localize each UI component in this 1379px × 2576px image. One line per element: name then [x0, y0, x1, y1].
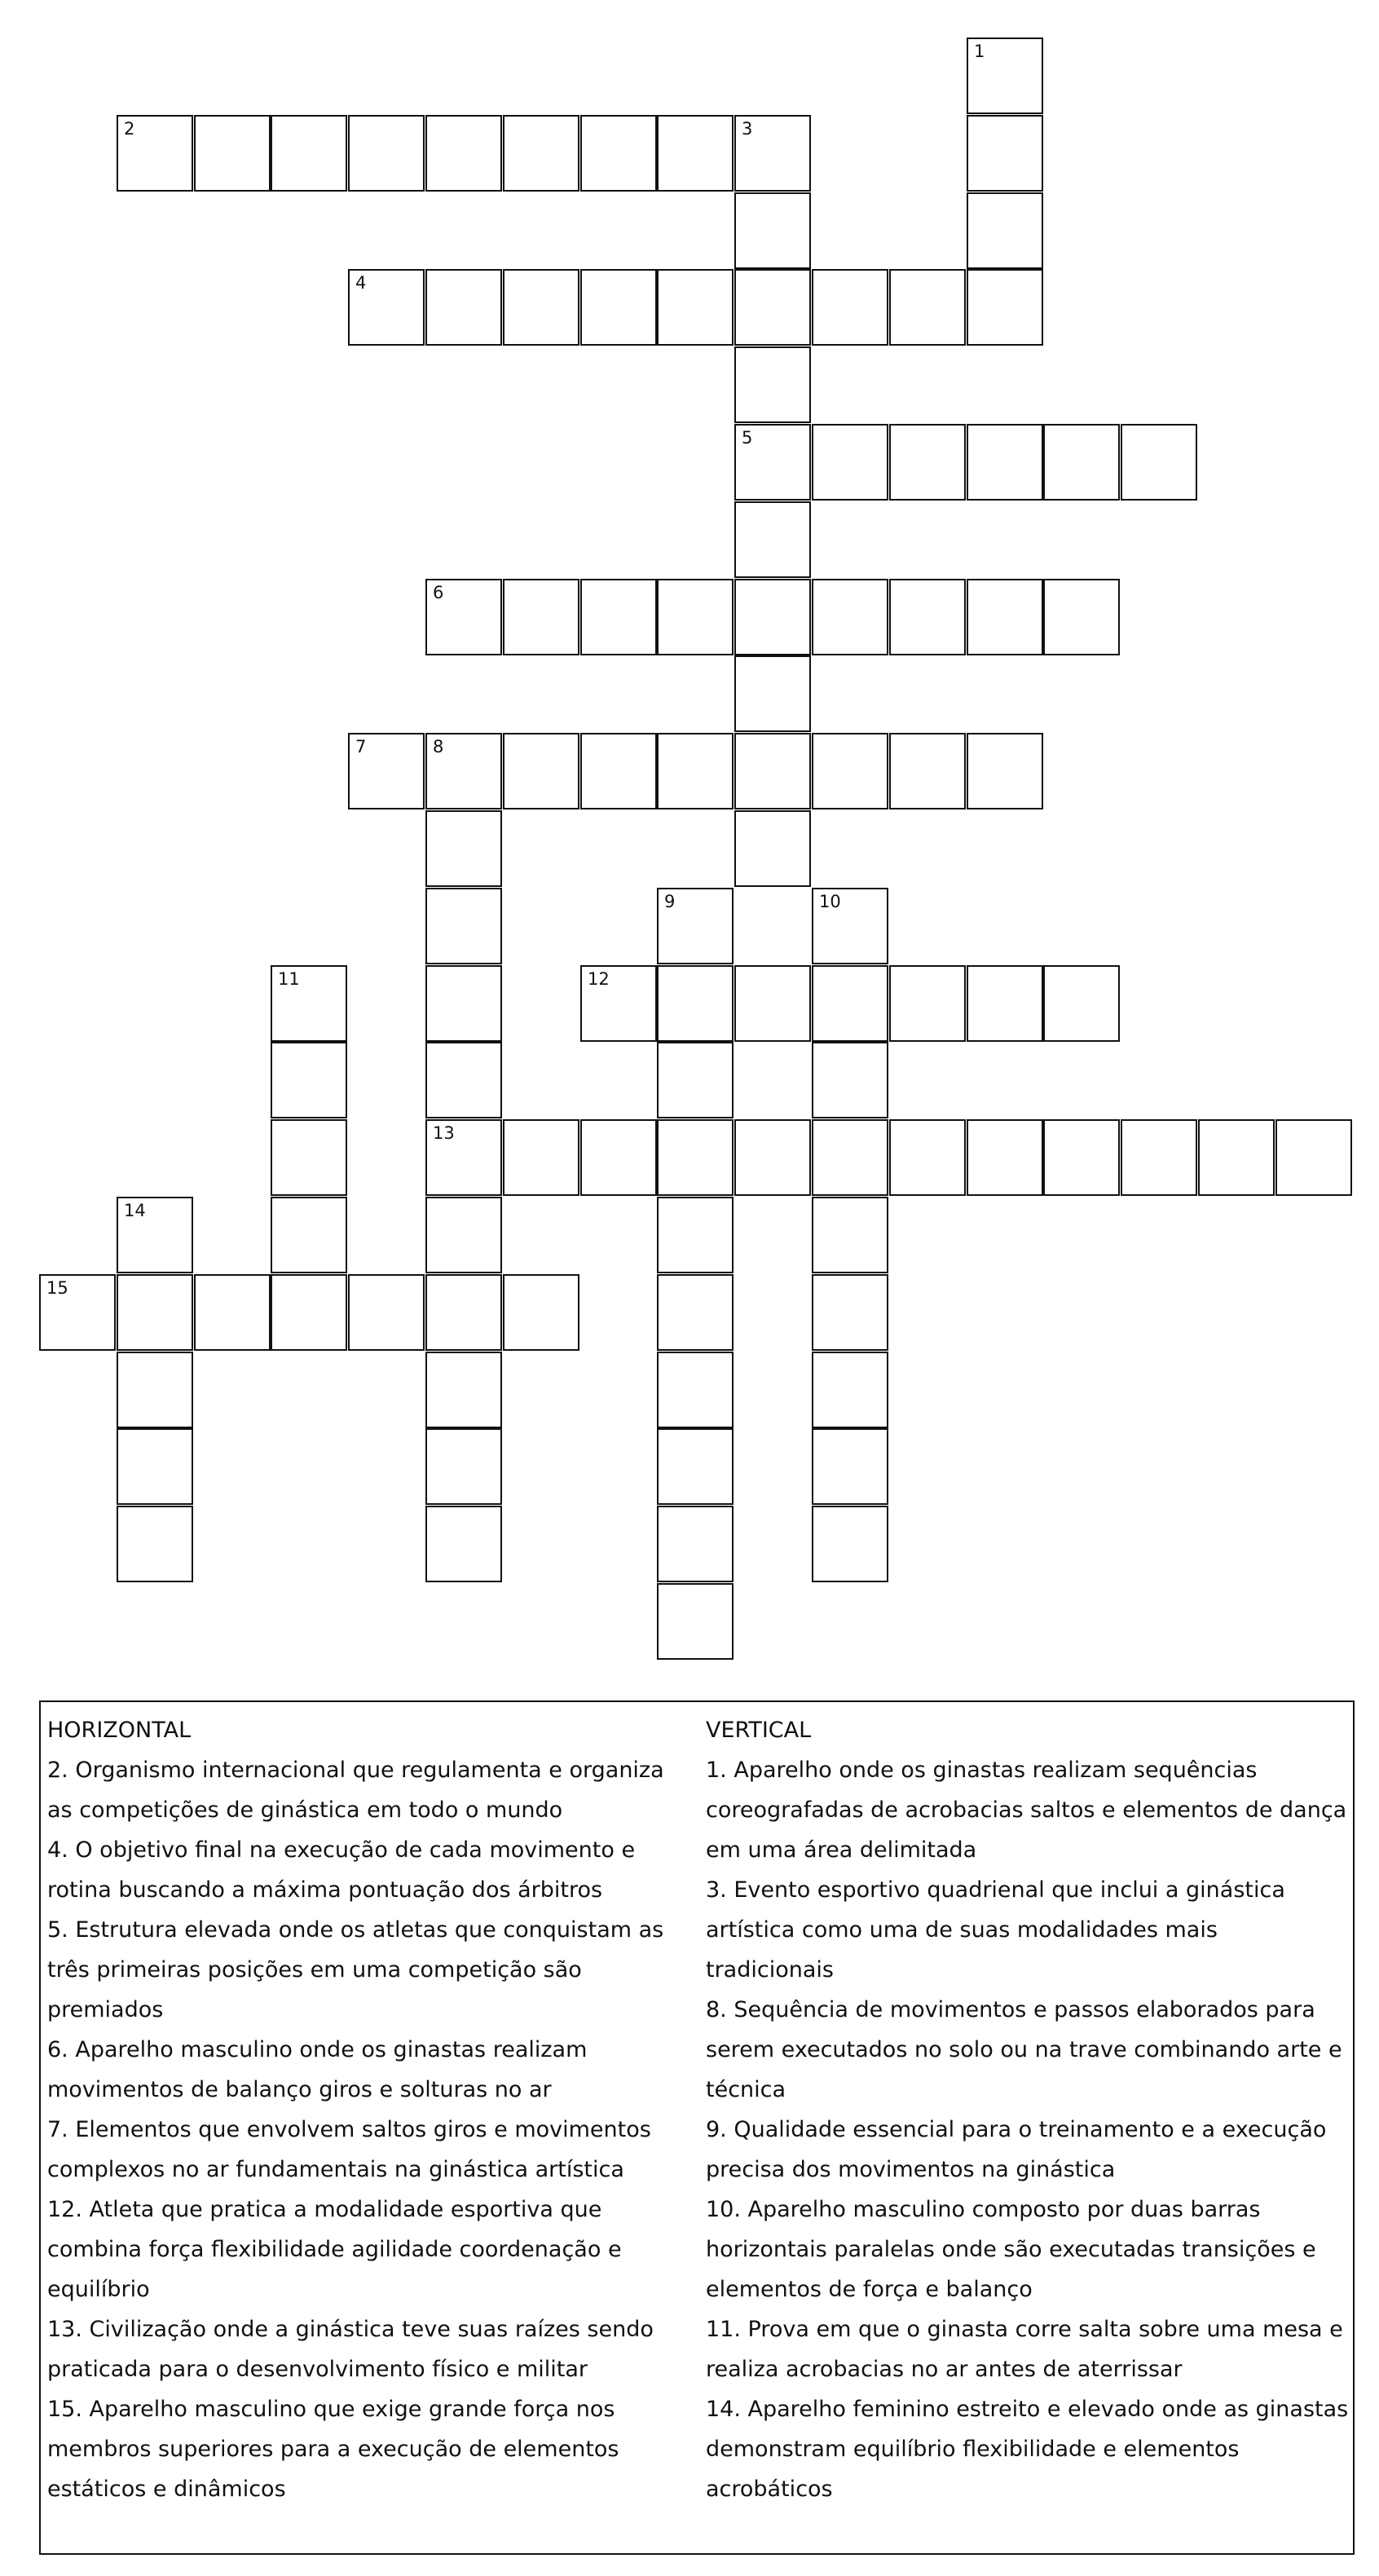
crossword-cell[interactable] — [889, 269, 966, 346]
vertical-clues — [706, 1710, 1350, 2509]
clue-vertical-11: 11. Prova em que o ginasta corre salta sobre uma mesa e realiza acrobacias no ar antes de aterrissar — [706, 2317, 1343, 2382]
crossword-cell[interactable] — [425, 733, 502, 809]
clue-number: 7 — [355, 737, 367, 756]
crossword-cell[interactable] — [734, 424, 811, 501]
crossword-cell[interactable] — [271, 1197, 347, 1273]
crossword-cell[interactable] — [580, 269, 657, 346]
clue-number: 3 — [742, 119, 753, 139]
crossword-cell[interactable] — [812, 1119, 888, 1196]
crossword-cell[interactable] — [734, 655, 811, 732]
horizontal-clues — [47, 1710, 691, 2509]
crossword-cell[interactable] — [889, 733, 966, 809]
crossword-cell[interactable] — [425, 1042, 502, 1118]
crossword-cell[interactable] — [580, 1119, 657, 1196]
clue-number: 2 — [124, 119, 135, 139]
crossword-cell[interactable] — [812, 1274, 888, 1351]
clue-vertical-14: 14. Aparelho feminino estreito e elevado onde as ginastas demonstram equilíbrio flexibilidade e elementos acrobáticos — [706, 2397, 1349, 2502]
crossword-cell[interactable] — [734, 965, 811, 1042]
crossword-cell[interactable] — [271, 1274, 347, 1351]
crossword-cell[interactable] — [734, 810, 811, 887]
crossword-cell[interactable] — [503, 269, 579, 346]
crossword-cell[interactable] — [425, 965, 502, 1042]
crossword-cell[interactable] — [812, 1428, 888, 1505]
clue-number: 14 — [124, 1201, 146, 1220]
clue-vertical-1: 1. Aparelho onde os ginastas realizam sequências coreografadas de acrobacias saltos e elementos de dança em uma área delimitada — [706, 1758, 1347, 1863]
crossword-cell[interactable] — [580, 965, 657, 1042]
crossword-cell[interactable] — [117, 115, 193, 192]
crossword-cell[interactable] — [657, 115, 734, 192]
clue-horizontal-5: 5. Estrutura elevada onde os atletas que conquistam as três primeiras posições em uma competição são premiados — [47, 1917, 664, 2022]
clue-vertical-8: 8. Sequência de movimentos e passos elaborados para serem executados no solo ou na trave combinando arte e técnica — [706, 1997, 1342, 2102]
clue-number: 11 — [278, 969, 300, 989]
clue-vertical-10: 10. Aparelho masculino composto por duas barras horizontais paralelas onde são executadas transições e elementos de força e balanço — [706, 2197, 1316, 2302]
clues-panel — [39, 1700, 1355, 2555]
crossword-cell[interactable] — [425, 115, 502, 192]
crossword-cell[interactable] — [812, 579, 888, 655]
crossword-cell[interactable] — [812, 888, 888, 964]
crossword-cell[interactable] — [967, 733, 1043, 809]
crossword-cell[interactable] — [1121, 424, 1197, 501]
crossword-cell[interactable] — [580, 115, 657, 192]
crossword-cell[interactable] — [812, 1506, 888, 1582]
crossword-cell[interactable] — [1043, 1119, 1120, 1196]
crossword-cell[interactable] — [889, 579, 966, 655]
clue-vertical-9: 9. Qualidade essencial para o treinamento e a execução precisa dos movimentos na ginástica — [706, 2117, 1327, 2182]
crossword-cell[interactable] — [503, 733, 579, 809]
crossword-cell[interactable] — [657, 965, 734, 1042]
crossword-cell[interactable] — [1275, 1119, 1352, 1196]
crossword-cell[interactable] — [967, 579, 1043, 655]
crossword-cell[interactable] — [117, 1506, 193, 1582]
crossword-cell[interactable] — [580, 733, 657, 809]
crossword-cell[interactable] — [1043, 424, 1120, 501]
crossword-cell[interactable] — [812, 1042, 888, 1118]
clue-horizontal-15: 15. Aparelho masculino que exige grande força nos membros superiores para a execução de elementos estáticos e dinâmicos — [47, 2397, 619, 2502]
crossword-cell[interactable] — [117, 1352, 193, 1428]
clue-number: 15 — [46, 1278, 68, 1298]
crossword-cell[interactable] — [734, 1119, 811, 1196]
clue-horizontal-4: 4. O objetivo final na execução de cada movimento e rotina buscando a máxima pontuação dos árbitros — [47, 1837, 636, 1903]
crossword-cell[interactable] — [812, 1197, 888, 1273]
crossword-cell[interactable] — [425, 269, 502, 346]
crossword-cell[interactable] — [734, 501, 811, 578]
crossword-cell[interactable] — [889, 965, 966, 1042]
clue-number: 4 — [355, 273, 367, 293]
crossword-cell[interactable] — [657, 1583, 734, 1660]
crossword-cell[interactable] — [812, 1352, 888, 1428]
crossword-cell[interactable] — [657, 1119, 734, 1196]
crossword-cell[interactable] — [425, 1506, 502, 1582]
crossword-cell[interactable] — [657, 888, 734, 964]
clue-horizontal-12: 12. Atleta que pratica a modalidade esportiva que combina força flexibilidade agilidade coordenação e equilíbrio — [47, 2197, 622, 2302]
crossword-cell[interactable] — [657, 1197, 734, 1273]
clue-number: 8 — [433, 737, 444, 756]
crossword-cell[interactable] — [348, 733, 425, 809]
crossword-cell[interactable] — [734, 579, 811, 655]
clue-number: 6 — [433, 583, 444, 602]
crossword-cell[interactable] — [39, 1274, 116, 1351]
crossword-cell[interactable] — [967, 192, 1043, 269]
crossword-cell[interactable] — [967, 115, 1043, 192]
crossword-cell[interactable] — [812, 965, 888, 1042]
crossword-cell[interactable] — [271, 1042, 347, 1118]
crossword-cell[interactable] — [425, 1428, 502, 1505]
crossword-cell[interactable] — [1043, 965, 1120, 1042]
crossword-cell[interactable] — [503, 579, 579, 655]
crossword-cell[interactable] — [580, 579, 657, 655]
crossword-cell[interactable] — [734, 269, 811, 346]
clue-horizontal-13: 13. Civilização onde a ginástica teve suas raízes sendo praticada para o desenvolvimento físico e militar — [47, 2317, 654, 2382]
crossword-cell[interactable] — [657, 1506, 734, 1582]
clue-number: 9 — [664, 892, 676, 911]
crossword-cell[interactable] — [1121, 1119, 1197, 1196]
crossword-cell[interactable] — [271, 115, 347, 192]
crossword-cell[interactable] — [1198, 1119, 1275, 1196]
crossword-cell[interactable] — [271, 965, 347, 1042]
clue-number: 12 — [588, 969, 610, 989]
crossword-cell[interactable] — [194, 115, 271, 192]
crossword-cell[interactable] — [734, 346, 811, 423]
clue-number: 1 — [974, 42, 985, 61]
crossword-cell[interactable] — [657, 733, 734, 809]
vertical-heading: VERTICAL — [706, 1718, 812, 1743]
crossword-cell[interactable] — [348, 269, 425, 346]
crossword-cell[interactable] — [889, 1119, 966, 1196]
crossword-cell[interactable] — [425, 1119, 502, 1196]
crossword-cell[interactable] — [812, 269, 888, 346]
clue-horizontal-7: 7. Elementos que envolvem saltos giros e movimentos complexos no ar fundamentais na ginástica artística — [47, 2117, 651, 2182]
crossword-cell[interactable] — [348, 115, 425, 192]
crossword-cell[interactable] — [967, 269, 1043, 346]
crossword-cell[interactable] — [734, 192, 811, 269]
crossword-cell[interactable] — [889, 424, 966, 501]
clue-number: 13 — [433, 1123, 455, 1143]
crossword-cell[interactable] — [348, 1274, 425, 1351]
crossword-cell[interactable] — [194, 1274, 271, 1351]
crossword-cell[interactable] — [271, 1119, 347, 1196]
crossword-cell[interactable] — [657, 579, 734, 655]
crossword-cell[interactable] — [657, 1274, 734, 1351]
clue-number: 5 — [742, 428, 753, 448]
crossword-cell[interactable] — [503, 1274, 579, 1351]
crossword-cell[interactable] — [425, 1197, 502, 1273]
crossword-cell[interactable] — [967, 1119, 1043, 1196]
crossword-cell[interactable] — [503, 1119, 579, 1196]
crossword-cell[interactable] — [812, 733, 888, 809]
crossword-cell[interactable] — [657, 1428, 734, 1505]
crossword-cell[interactable] — [967, 424, 1043, 501]
clue-horizontal-6: 6. Aparelho masculino onde os ginastas realizam movimentos de balanço giros e solturas no ar — [47, 2037, 588, 2102]
crossword-cell[interactable] — [117, 1197, 193, 1273]
crossword-cell[interactable] — [425, 579, 502, 655]
crossword-cell[interactable] — [657, 1352, 734, 1428]
crossword-cell[interactable] — [1043, 579, 1120, 655]
crossword-cell[interactable] — [734, 733, 811, 809]
clue-horizontal-2: 2. Organismo internacional que regulamenta e organiza as competições de ginástica em todo o mundo — [47, 1758, 664, 1823]
crossword-cell[interactable] — [967, 37, 1043, 114]
crossword-cell[interactable] — [425, 888, 502, 964]
crossword-cell[interactable] — [117, 1274, 193, 1351]
crossword-cell[interactable] — [425, 810, 502, 887]
clue-number: 10 — [819, 892, 841, 911]
clue-vertical-3: 3. Evento esportivo quadrienal que inclui a ginástica artística como uma de suas modalidades mais tradicionais — [706, 1877, 1285, 1983]
crossword-cell[interactable] — [967, 965, 1043, 1042]
crossword-cell[interactable] — [812, 424, 888, 501]
crossword-cell[interactable] — [734, 115, 811, 192]
crossword-cell[interactable] — [503, 115, 579, 192]
crossword-cell[interactable] — [657, 269, 734, 346]
crossword-cell[interactable] — [117, 1428, 193, 1505]
crossword-cell[interactable] — [425, 1274, 502, 1351]
horizontal-heading: HORIZONTAL — [47, 1718, 192, 1743]
crossword-cell[interactable] — [657, 1042, 734, 1118]
crossword-cell[interactable] — [425, 1352, 502, 1428]
